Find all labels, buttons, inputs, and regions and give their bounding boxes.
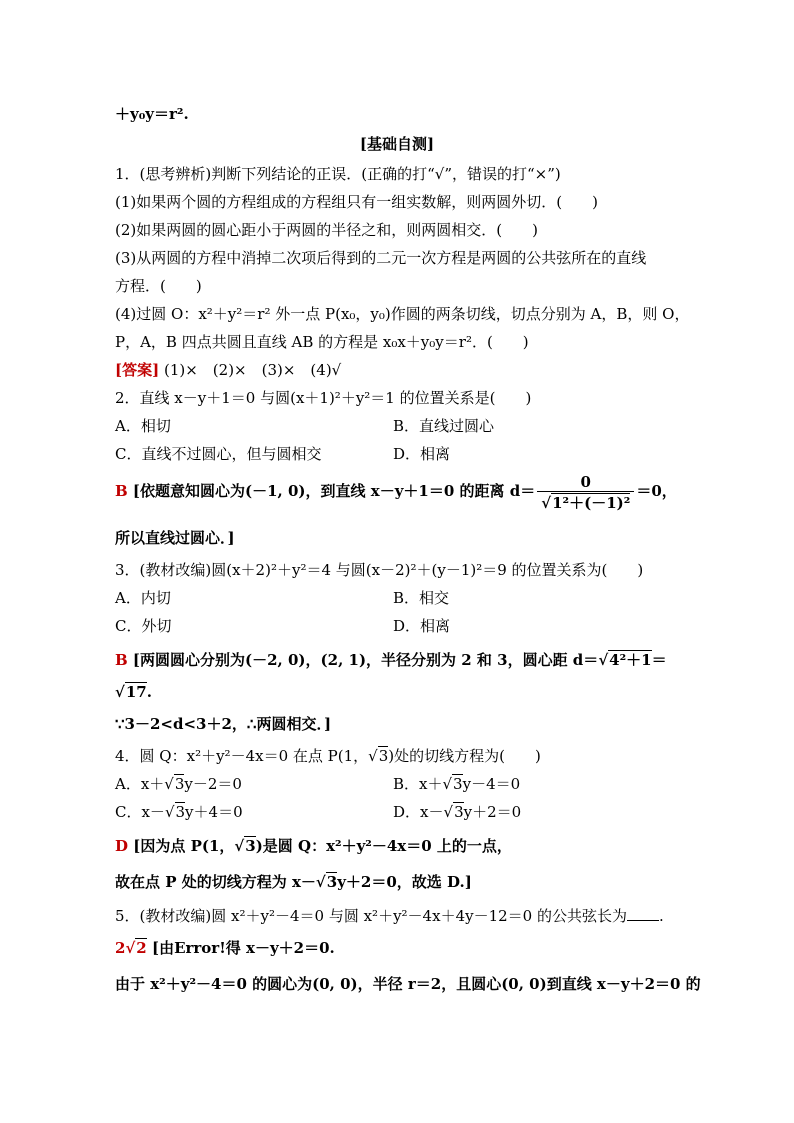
q5-answer: 2√2	[115, 939, 147, 957]
q2-explain-c: 所以直线过圆心．]	[115, 529, 235, 547]
section-title: [基础自测]	[359, 135, 435, 153]
q4-option-a-rad: 3	[174, 775, 185, 793]
q1-item-2: (2)如果两圆的圆心距小于两圆的半径之和，则两圆相交．( )	[115, 221, 538, 239]
q3-option-d: D．相离	[393, 617, 451, 635]
q4-option-c-rad: 3	[175, 803, 186, 821]
q4-option-b-post: y－4＝0	[462, 775, 521, 793]
q1-item-4-cont: P，A，B 四点共圆且直线 AB 的方程是 x₀x＋y₀y＝r²．( )	[115, 333, 529, 351]
q4-explain-c-sqrt: 3	[326, 873, 338, 891]
q1-item-4: (4)过圆 O：x²＋y²＝r² 外一点 P(x₀，y₀)作圆的两条切线，切点分别为 A，B，则 O，	[115, 305, 690, 323]
q5-stem-text: 5．(教材改编)圆 x²＋y²－4＝0 与圆 x²＋y²－4x＋4y－12＝0 的公共弦长为	[115, 907, 627, 925]
q2-option-d: D．相离	[393, 445, 451, 463]
q2-option-a: A．相切	[115, 417, 171, 435]
q5-explain-b: 由于 x²＋y²－4＝0 的圆心为(0, 0)，半径 r＝2，且圆心(0, 0)到直线 x－y＋2＝0 的	[115, 975, 701, 993]
q4-answer-letter: D	[115, 837, 129, 855]
top-fragment: ＋y₀y＝r².	[115, 105, 189, 123]
q5-answer-pre: 2	[115, 939, 126, 957]
q2-answer-letter: B	[115, 482, 128, 500]
q2-explain-b: ＝0，	[636, 482, 677, 500]
q4-stem-b: )处的切线方程为( )	[388, 747, 541, 765]
q2-explanation	[115, 472, 677, 512]
q4-option-a-post: y－2＝0	[184, 775, 242, 793]
distance-fraction: $\frac{0}{\text{√1²＋(－1)²}}$	[537, 473, 634, 512]
q5-answer-blank	[627, 906, 659, 921]
q4-explain-d: y＋2＝0，故选 D.]	[337, 873, 472, 891]
q4-option-c-post: y＋4＝0	[185, 803, 243, 821]
q3-stem: 3．(教材改编)圆(x＋2)²＋y²＝4 与圆(x－2)²＋(y－1)²＝9 的位置关系为( )	[115, 561, 644, 579]
q2-stem: 2．直线 x－y＋1＝0 与圆(x＋1)²＋y²＝1 的位置关系是( )	[115, 389, 532, 407]
q4-option-b-pre: B．x＋	[393, 775, 443, 793]
q4-explain-a: [因为点 P(1，	[133, 837, 235, 855]
answer-text: (1)× (2)× (3)× (4)√	[163, 361, 342, 379]
q4-option-c-pre: C．x－	[115, 803, 165, 821]
q3-sqrt-a: 4²＋1	[609, 651, 652, 669]
q2-explain-a: [依题意知圆心为(－1, 0)，到直线 x－y＋1＝0 的距离 d＝	[132, 482, 536, 500]
q3-explain-a: [两圆圆心分别为(－2, 0)，(2, 1)，半径分别为 2 和 3，圆心距 d＝	[132, 651, 599, 669]
q4-stem-sqrt: 3	[378, 747, 389, 765]
q3-explain-line2: √17.	[115, 683, 152, 701]
fraction-denominator: 1²＋(－1)²	[552, 493, 631, 512]
q3-option-c: C．外切	[115, 617, 172, 635]
q4-option-d-rad: 3	[454, 803, 464, 821]
q5-stem-end: .	[658, 907, 664, 925]
q1-item-1: (1)如果两个圆的方程组成的方程组只有一组实数解，则两圆外切．( )	[115, 193, 598, 211]
q4-option-b: B．x＋√3y－4＝0	[393, 775, 521, 793]
q4-option-c: C．x－√3y＋4＝0	[115, 803, 243, 821]
q3-sqrt-b: 17	[125, 683, 147, 701]
q3-answer-letter: B	[115, 651, 128, 669]
q4-option-a-pre: A．x＋	[115, 775, 165, 793]
q4-explain-c: 故在点 P 处的切线方程为 x－	[115, 873, 316, 891]
answer-label: [答案]	[115, 361, 160, 379]
q4-explanation: D [因为点 P(1，√3)是圆 Q：x²＋y²－4x＝0 上的一点，	[115, 837, 512, 855]
q4-option-d: D．x－√3y＋2＝0	[393, 803, 522, 821]
q3-explain-b: ＝	[651, 651, 667, 669]
q5-answer-rad: 2	[136, 939, 147, 957]
q5-explanation	[115, 938, 335, 958]
q4-stem: 4．圆 Q：x²＋y²－4x＝0 在点 P(1，√3)处的切线方程为( )	[115, 747, 541, 765]
q2-option-b: B．直线过圆心	[393, 417, 495, 435]
q4-explain-b: )是圆 Q：x²＋y²－4x＝0 上的一点，	[255, 837, 512, 855]
q1-item-3: (3)从两圆的方程中消掉二次项后得到的二元一次方程是两圆的公共弦所在的直线	[115, 249, 647, 267]
q4-option-a: A．x＋√3y－2＝0	[115, 775, 242, 793]
fraction-numerator: 0	[580, 472, 591, 491]
q5-stem	[115, 906, 664, 926]
q4-option-b-rad: 3	[453, 775, 463, 793]
q4-option-d-post: y＋2＝0	[463, 803, 522, 821]
q3-explanation: B [两圆圆心分别为(－2, 0)，(2, 1)，半径分别为 2 和 3，圆心距 d＝√4²＋1＝	[115, 651, 667, 669]
q4-explain-line2: 故在点 P 处的切线方程为 x－√3y＋2＝0，故选 D.]	[115, 873, 472, 891]
q4-option-d-pre: D．x－	[393, 803, 444, 821]
q5-explain-a: [由Error!得 x－y＋2＝0.	[151, 939, 335, 957]
q1-item-3-cont: 方程．( )	[115, 277, 202, 295]
q4-explain-sqrt: 3	[245, 837, 256, 855]
q4-stem-a: 4．圆 Q：x²＋y²－4x＝0 在点 P(1，	[115, 747, 369, 765]
q1-answer	[115, 360, 341, 380]
q3-option-b: B．相交	[393, 589, 450, 607]
q3-option-a: A．内切	[115, 589, 171, 607]
q1-stem: 1．(思考辨析)判断下列结论的正误．(正确的打“√”，错误的打“×”)	[115, 165, 561, 183]
q3-explain-d: ∵3－2<d<3＋2，∴两圆相交．]	[115, 715, 332, 733]
q3-explain-c: .	[146, 683, 152, 701]
q2-option-c: C．直线不过圆心，但与圆相交	[115, 445, 322, 463]
